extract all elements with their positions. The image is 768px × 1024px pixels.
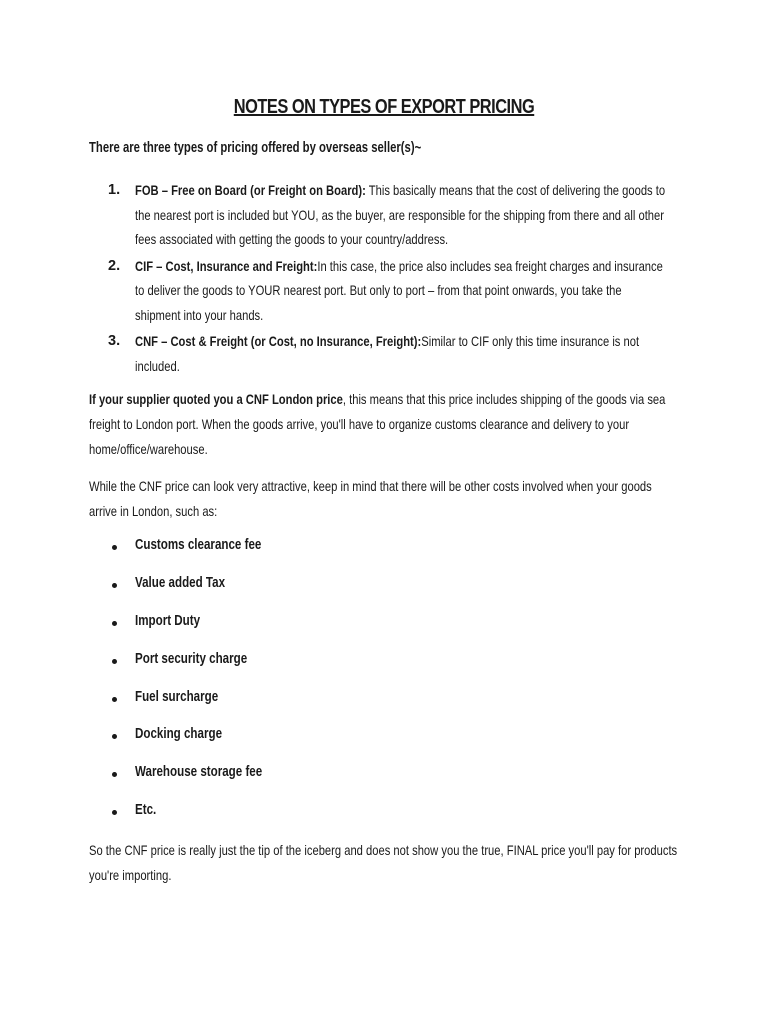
pricing-description: Similar to CIF only this time insurance is not included. [135,333,640,374]
bullet-icon [112,810,117,815]
bullet-icon [112,621,117,626]
list-item-text [135,329,667,378]
pricing-description: In this case, the price also includes sea freight charges and insurance to deliver the goods to YOUR nearest port. But only to port – from that point onwards, you take the shipment into your hands. [135,257,663,323]
bullet-icon [112,659,117,664]
list-number: 3. [108,333,121,349]
cnf-bold-lead: If your supplier quoted you a CNF London price [89,391,343,407]
bullet-icon [112,772,117,777]
intro-text: There are three types of pricing offered by overseas seller(s)~ [89,140,422,156]
cost-label: Customs clearance fee [135,537,262,553]
bullet-icon [112,697,117,702]
cost-label: Etc. [135,802,157,819]
pricing-term: CIF – Cost, Insurance and Freight: [135,257,318,274]
cost-label: Port security charge [135,650,248,667]
cost-label: Warehouse storage fee [135,764,263,781]
pricing-term: FOB – Free on Board (or Freight on Board): [135,182,366,198]
bullet-icon [112,545,117,550]
pricing-term: CNF – Cost & Freight (or Cost, no Insurance, Freight): [135,333,422,349]
bullet-icon [112,734,117,739]
conclusion-paragraph: So the CNF price is really just the tip of the iceberg and does not show you the true, FINAL price you'll pay for products you're importing. [89,842,678,883]
cost-label: Value added Tax [135,574,226,591]
cost-label: Fuel surcharge [135,688,219,705]
costs-intro-paragraph: While the CNF price can look very attractive, keep in mind that there will be other costs involved when your goods arrive in London, such as: [89,478,652,519]
list-item [108,329,748,378]
list-number: 1. [108,182,121,198]
cnf-text: , this means that this price includes shipping of the goods via sea freight to London port. When the goods arrive, you'll have to organize customs clearance and delivery to your home/office/warehouse. [89,391,666,457]
list-item-text [135,254,667,328]
list-item [108,178,748,252]
bullet-icon [112,583,117,588]
cnf-paragraph [89,387,681,462]
list-number: 2. [108,257,121,274]
cost-label: Docking charge [135,726,223,743]
list-item-text [135,178,667,252]
pricing-types-list [108,178,748,380]
cost-label: Import Duty [135,612,201,629]
pricing-description: This basically means that the cost of delivering the goods to the nearest port is included but YOU, as the buyer, are responsible for the shipping from there and all other fees associated with getting the goods to your country/address. [135,182,666,247]
document-title: NOTES ON TYPES OF EXPORT PRICING [233,96,535,118]
list-item [108,254,748,328]
